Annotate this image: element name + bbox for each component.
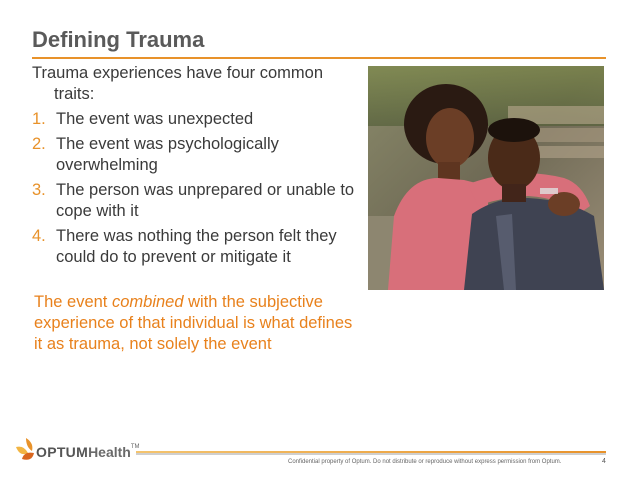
photo-mother-and-son xyxy=(368,66,604,290)
list-number: 3. xyxy=(32,181,46,199)
list-item xyxy=(32,226,362,268)
emphasis-before: The event xyxy=(34,293,112,311)
list-text: The event was psychologically overwhelming xyxy=(56,135,279,174)
list-text: There was nothing the person felt they could do to prevent or mitigate it xyxy=(56,227,337,266)
optum-logo-icon xyxy=(14,437,38,463)
list-item xyxy=(32,134,362,176)
trait-list xyxy=(32,109,362,268)
list-item xyxy=(32,180,362,222)
logo-health-text: Health xyxy=(88,444,131,460)
list-number: 1. xyxy=(32,110,46,128)
slide-body xyxy=(32,63,362,272)
photo-illustration xyxy=(368,66,604,290)
emphasis-statement xyxy=(34,292,364,355)
confidential-notice: Confidential property of Optum. Do not distribute or reproduce without express permission from Optum. xyxy=(288,459,562,465)
emphasis-italic: combined xyxy=(111,293,184,311)
title-divider xyxy=(32,57,606,59)
optum-health-logo xyxy=(14,437,144,467)
logo-trademark: TM xyxy=(130,444,140,450)
list-item xyxy=(32,109,362,130)
intro-text: Trauma experiences have four common traits: xyxy=(32,64,324,103)
logo-wordmark xyxy=(36,444,140,460)
slide-title: Defining Trauma xyxy=(32,27,205,52)
list-text: The person was unprepared or unable to cope with it xyxy=(56,181,355,220)
list-number: 2. xyxy=(32,135,46,153)
page-number: 4 xyxy=(602,458,606,465)
list-number: 4. xyxy=(32,227,46,245)
logo-optum-text: OPTUM xyxy=(36,444,89,460)
list-text: The event was unexpected xyxy=(56,110,254,128)
footer-divider-orange xyxy=(136,451,606,453)
emphasis-after: with the subjective experience of that individual is what defines it as trauma, not solely the event xyxy=(34,293,353,353)
